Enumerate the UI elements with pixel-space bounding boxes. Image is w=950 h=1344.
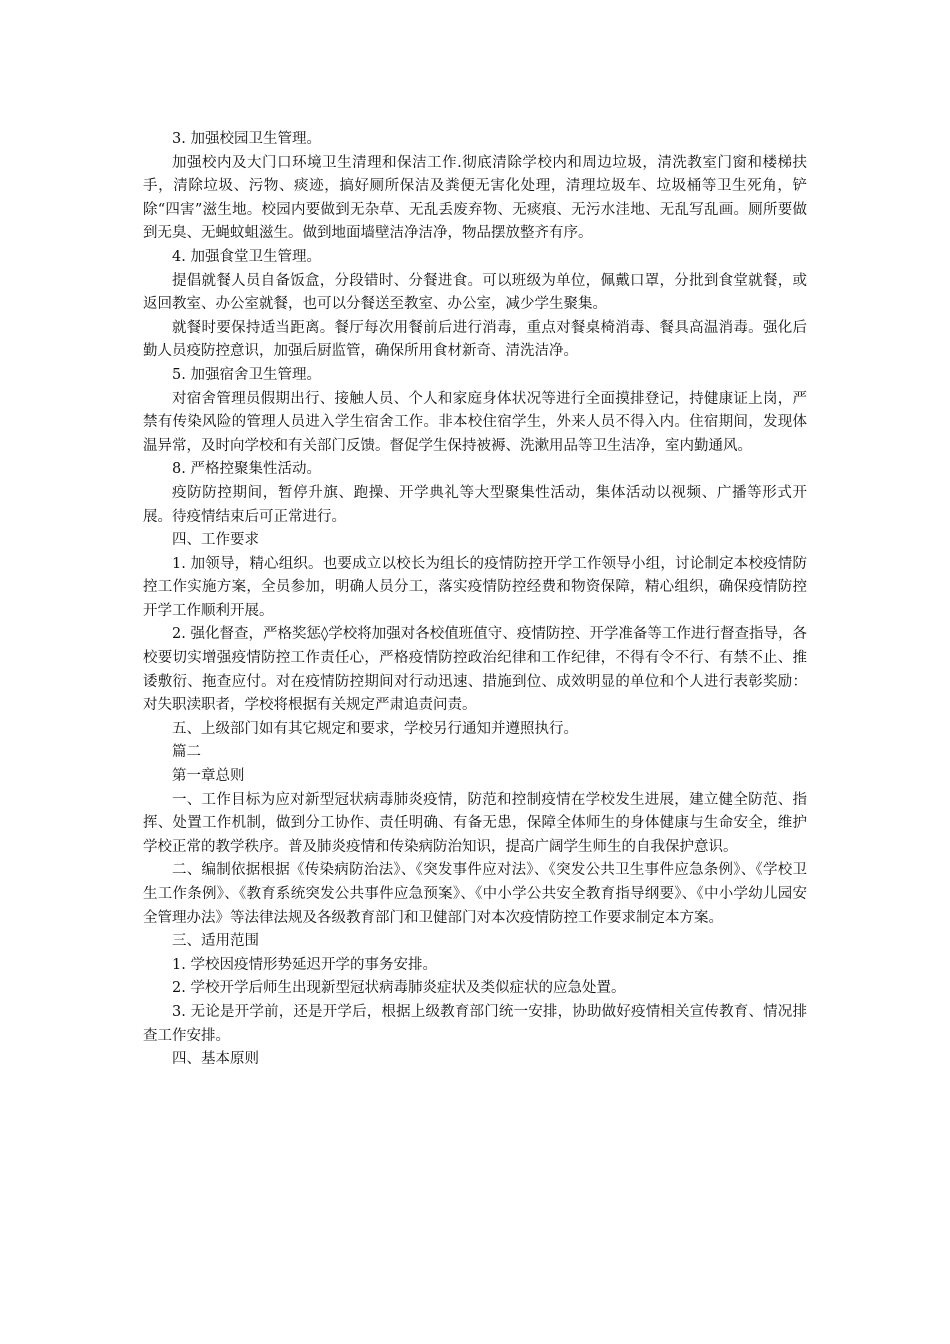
paragraph: 提倡就餐人员自备饭盒，分段错时、分餐进食。可以班级为单位，佩戴口罩，分批到食堂就餐，或返回教室、办公室就餐，也可以分餐送至教室、办公室，减少学生聚集。 (143, 272, 807, 313)
paragraph: 2. 强化督查，严格奖惩◊学校将加强对各校值班值守、疫情防控、开学准备等工作进行督查指导，各校要切实增强疫情防控工作责任心，严格疫情防控政治纪律和工作纪律，不得有令不行、有禁不止、推诿敷衍、拖查应付。对在疫情防控期间对行动迅速、措施到位、成效明显的单位和个人进行表彰奖励：对失职渎职者，学校将根据有关规定严肃追责问责。 (143, 626, 807, 714)
paragraph: 疫防防控期间，暂停升旗、跑操、开学典礼等大型聚集性活动，集体活动以视频、广播等形式开展。待疫情结束后可正常进行。 (143, 484, 807, 525)
paragraph: 2. 学校开学后师生出现新型冠状病毒肺炎症状及类似症状的应急处置。 (172, 980, 626, 997)
paragraph: 3. 无论是开学前，还是开学后，根据上级教育部门统一安排，协助做好疫情相关宣传教育、情况排查工作安排。 (143, 1003, 807, 1044)
section-heading: 四、基本原则 (172, 1051, 259, 1068)
section-heading: 五、上级部门如有其它规定和要求，学校另行通知并遵照执行。 (172, 720, 578, 737)
paragraph: 1. 学校因疫情形势延迟开学的事务安排。 (172, 956, 437, 973)
paragraph: 二、编制依据根据《传染病防治法》、《突发事件应对法》、《突发公共卫生事件应急条例》、《学校卫生工作条例》、《教育系统突发公共事件应急预案》、《中小学公共安全教育指导纲要》、《中小学幼儿园安全管理办法》等法律法规及各级教育部门和卫健部门对本次疫情防控工作要求制定本方案。 (143, 862, 807, 926)
paragraph: 就餐时要保持适当距离。餐厅每次用餐前后进行消毒，重点对餐桌椅消毒、餐具高温消毒。强化后勤人员疫防控意识，加强后厨监管，确保所用食材新奇、清洗洁净。 (143, 319, 807, 360)
chapter-heading: 第一章总则 (172, 768, 245, 785)
paragraph: 一、工作目标为应对新型冠状病毒肺炎疫情，防范和控制疫情在学校发生进展，建立健全防范、指挥、处置工作机制，做到分工协作、责任明确、有备无患，保障全体师生的身体健康与生命安全，维护学校正常的教学秩序。普及肺炎疫情和传染病防治知识，提高广阔学生师生的自我保护意识。 (143, 791, 807, 855)
section-heading: 四、工作要求 (172, 532, 259, 549)
section-heading: 三、适用范围 (172, 933, 259, 950)
paragraph: 4. 加强食堂卫生管理。 (172, 248, 321, 265)
paragraph: 1. 加领导，精心组织。也要成立以校长为组长的疫情防控开学工作领导小组，讨论制定本校疫情防控工作实施方案，全员参加，明确人员分工，落实疫情防控经费和物资保障，精心组织，确保疫情防控开学工作顺利开展。 (143, 555, 807, 619)
document-page (143, 128, 807, 1072)
part-heading: 篇二 (172, 744, 201, 761)
paragraph: 5. 加强宿舍卫生管理。 (172, 366, 321, 383)
paragraph: 8. 严格控聚集性活动。 (172, 461, 321, 478)
paragraph: 对宿舍管理员假期出行、接触人员、个人和家庭身体状况等进行全面摸排登记，持健康证上岗，严禁有传染风险的管理人员进入学生宿舍工作。非本校住宿学生，外来人员不得入内。住宿期间，发现体温异常，及时向学校和有关部门反馈。督促学生保持被褥、洗漱用品等卫生洁净，室内勤通风。 (143, 390, 807, 454)
paragraph: 加强校内及大门口环境卫生清理和保洁工作.彻底清除学校内和周边垃圾，清洗教室门窗和楼梯扶手，清除垃圾、污物、痰迹，搞好厕所保洁及粪便无害化处理，清理垃圾车、垃圾桶等卫生死角，铲除“四害”滋生地。校园内要做到无杂草、无乱丢废弃物、无痰痕、无污水洼地、无乱写乱画。厕所要做到无臭、无蝇蚊蛆滋生。做到地面墙壁洁净洁净，物品摆放整齐有序。 (143, 154, 807, 242)
paragraph: 3. 加强校园卫生管理。 (172, 131, 321, 147)
